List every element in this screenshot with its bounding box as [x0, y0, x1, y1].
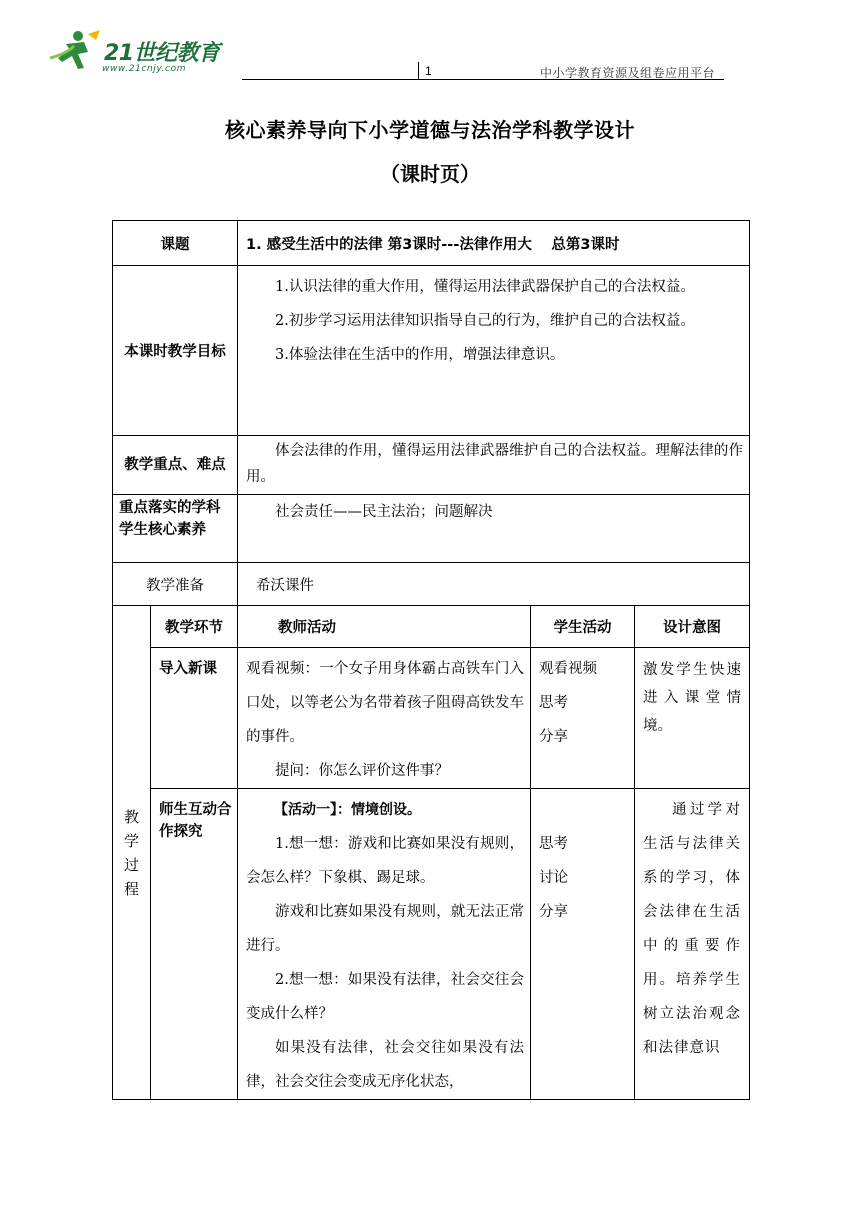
process-header-row: [113, 606, 750, 648]
activity-heading: 【活动一】：情境创设。: [274, 802, 421, 818]
preparation-value: 希沃课件: [238, 563, 750, 606]
logo-text: 21世纪教育: [104, 41, 220, 66]
teacher-activity: 2.想一想：如果没有法律，社会交往会变成什么样？: [246, 972, 524, 1022]
logo-url: www.21cnjy.com: [102, 64, 187, 74]
design-intent: 通过学对生活与法律关系的学习，体会法律在生活中的重要作用。培养学生树立法治观念和法律意识: [635, 789, 750, 1100]
lesson-value: 1. 感受生活中的法律 第3课时---法律作用大 总第3课时: [238, 221, 750, 266]
platform-text: 中小学教育资源及组卷应用平台: [540, 66, 716, 80]
page-number: 1: [425, 64, 432, 78]
objective-item: 2.初步学习运用法律知识指导自己的行为，维护自己的合法权益。: [275, 313, 695, 329]
design-intent: 激发学生快速进入课堂情境。: [635, 648, 750, 789]
stage-intro: 导入新课: [151, 648, 238, 789]
objectives-row: [113, 266, 750, 436]
core-literacy-row: [113, 495, 750, 563]
stage-interaction: 师生互动合作探究: [151, 789, 238, 1100]
objective-item: 1.认识法律的重大作用，懂得运用法律武器保护自己的合法权益。: [275, 279, 695, 295]
student-activity: 分享: [539, 729, 568, 745]
student-activity: 观看视频: [539, 661, 597, 677]
process-label-cell: [113, 606, 151, 1100]
student-header: 学生活动: [531, 606, 635, 648]
teacher-activity: 游戏和比赛如果没有规则，就无法正常进行。: [246, 904, 524, 954]
document-subtitle: （课时页）: [380, 162, 480, 186]
teacher-activity: 提问：你怎么评价这件事？: [275, 763, 449, 779]
preparation-row: [113, 563, 750, 606]
core-literacy-value: 社会责任——民主法治；问题解决: [275, 504, 493, 520]
student-activity: 思考: [539, 836, 568, 852]
student-activity: 思考: [539, 695, 568, 711]
key-points-label: 教学重点、难点: [113, 436, 238, 495]
core-literacy-label: 重点落实的学科学生核心素养: [113, 495, 238, 563]
document-title: 核心素养导向下小学道德与法治学科教学设计: [225, 118, 635, 142]
objectives-label: 本课时教学目标: [113, 266, 238, 436]
teacher-activity: 如果没有法律，社会交往如果没有法律，社会交往会变成无序化状态，: [246, 1040, 524, 1090]
objectives-list: [238, 266, 750, 436]
process-row-interaction: [113, 789, 750, 1100]
lesson-label: 课题: [113, 221, 238, 266]
teacher-header: 教师活动: [238, 606, 531, 648]
lesson-plan-table: [112, 220, 750, 1100]
teacher-activity: 观看视频：一个女子用身体霸占高铁车门入口处，以等老公为名带着孩子阻碍高铁发车的事件。: [246, 661, 524, 745]
process-row-intro: [113, 648, 750, 789]
student-activity: 讨论: [539, 870, 568, 886]
key-points-row: [113, 436, 750, 495]
logo: [48, 26, 228, 78]
header-divider: [418, 62, 419, 80]
lesson-row: [113, 221, 750, 266]
student-activity: 分享: [539, 904, 568, 920]
runner-logo-icon: [48, 28, 104, 72]
preparation-label: 教学准备: [113, 563, 238, 606]
objective-item: 3.体验法律在生活中的作用，增强法律意识。: [275, 347, 565, 363]
teacher-activity: 1.想一想：游戏和比赛如果没有规则，会怎么样？下象棋、踢足球。: [246, 836, 524, 886]
intent-header: 设计意图: [635, 606, 750, 648]
stage-header: 教学环节: [151, 606, 238, 648]
key-points-value: 体会法律的作用，懂得运用法律武器维护自己的合法权益。理解法律的作用。: [246, 443, 744, 485]
process-label: 教学过程: [123, 807, 139, 898]
